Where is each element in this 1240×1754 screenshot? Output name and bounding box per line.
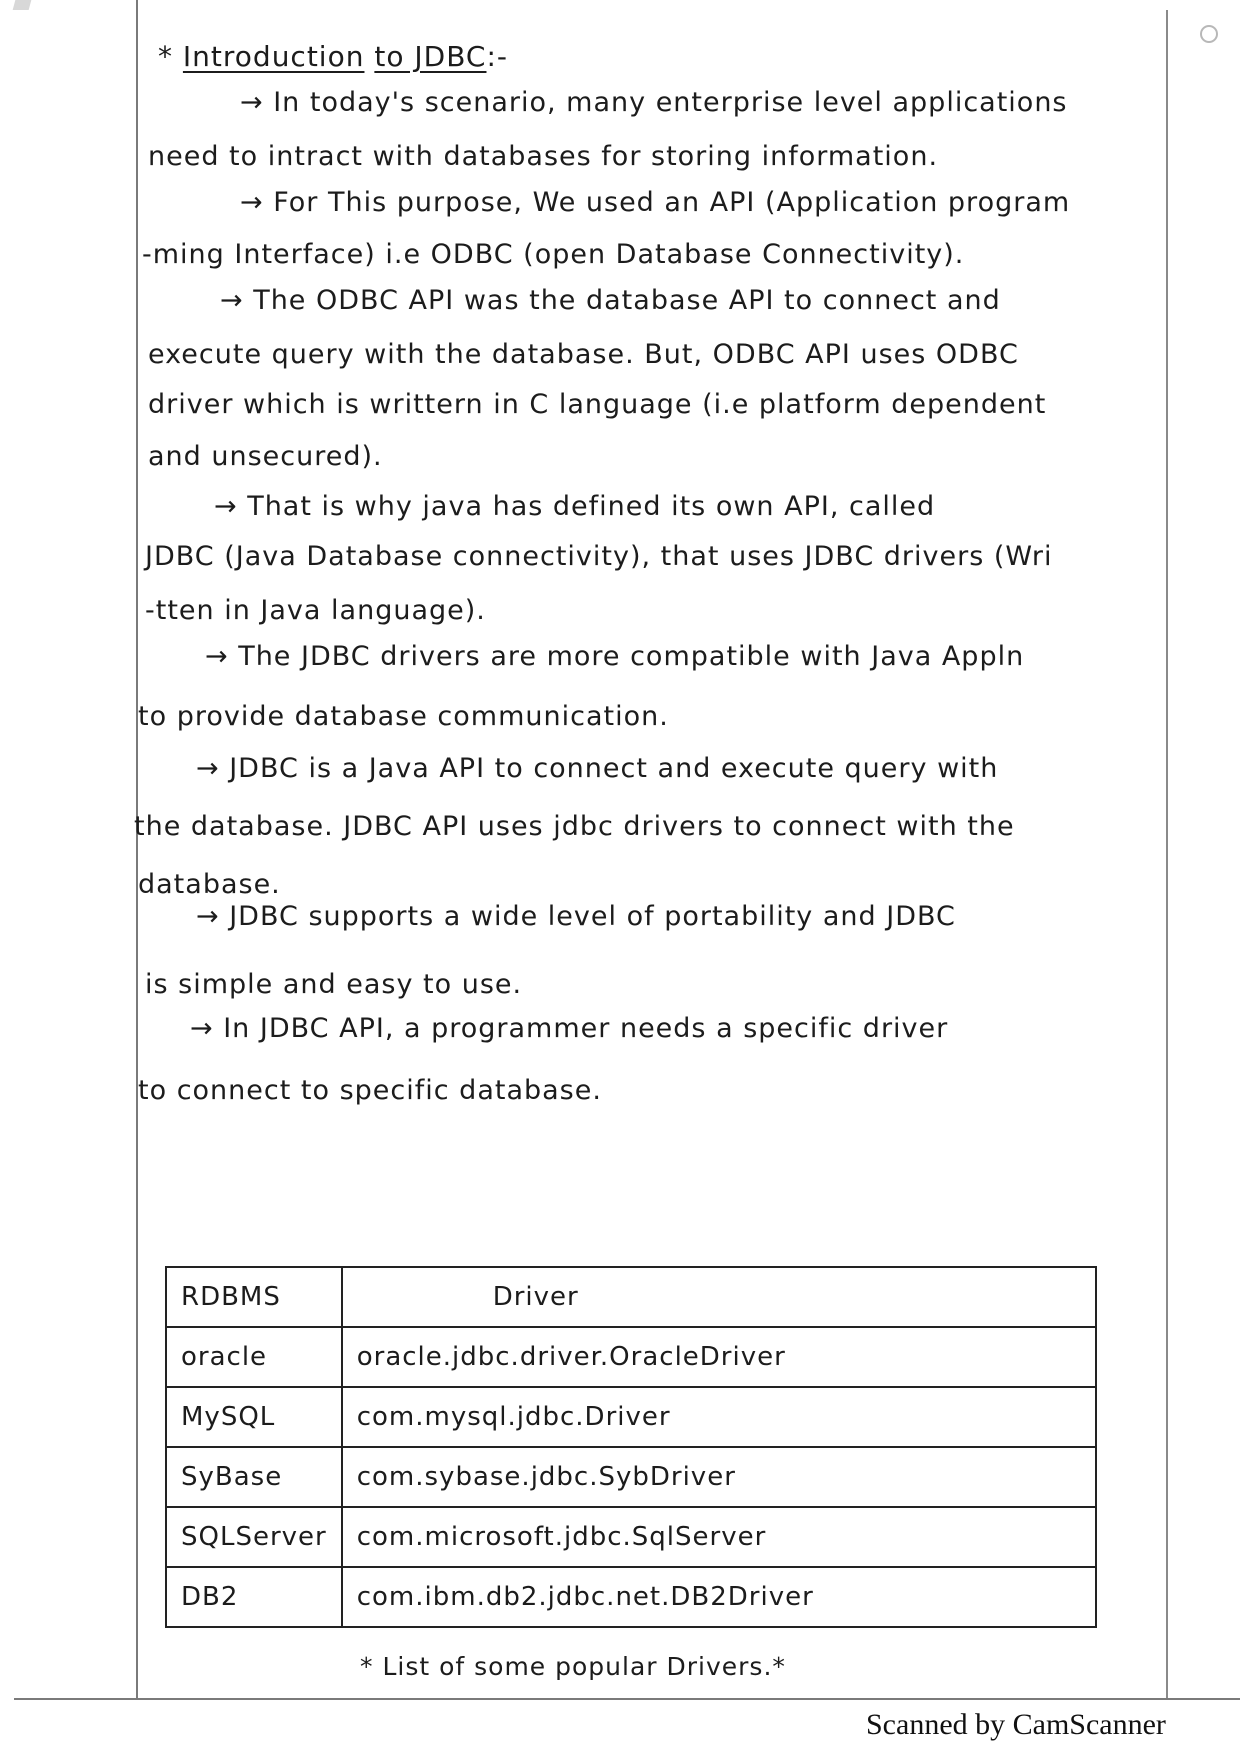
left-margin-line (136, 0, 138, 1700)
rdbms-cell: oracle (166, 1327, 342, 1387)
driver-cell: com.microsoft.jdbc.SqlServer (342, 1507, 1096, 1567)
driver-cell: com.sybase.jdbc.SybDriver (342, 1447, 1096, 1507)
text-line: and unsecured). (148, 441, 383, 472)
table-caption: * List of some popular Drivers.* (360, 1652, 786, 1681)
text-line: execute query with the database. But, ODBC API uses ODBC (148, 339, 1019, 370)
text-line: → In today's scenario, many enterprise level applications (240, 87, 1068, 118)
table-row (166, 1387, 1096, 1447)
text-line: → That is why java has defined its own API, called (214, 491, 936, 522)
text-line: driver which is writtern in C language (i.e platform dependent (148, 389, 1047, 420)
text-line: → JDBC is a Java API to connect and execute query with (196, 753, 999, 784)
drivers-table (165, 1266, 1097, 1628)
title-suffix: :- (486, 40, 509, 73)
text-line: to connect to specific database. (138, 1075, 602, 1106)
title-word-jdbc: to JDBC (374, 40, 487, 73)
text-line: is simple and easy to use. (145, 969, 523, 1000)
table-row (166, 1507, 1096, 1567)
text-line: → For This purpose, We used an API (Application program (240, 187, 1071, 218)
text-line: to provide database communication. (138, 701, 669, 732)
right-margin-line (1166, 10, 1168, 1700)
binder-hole-icon (1200, 25, 1218, 43)
column-header-rdbms: RDBMS (166, 1267, 342, 1327)
page-corner-mark (13, 0, 32, 10)
driver-cell: com.mysql.jdbc.Driver (342, 1387, 1096, 1447)
text-line: the database. JDBC API uses jdbc drivers to connect with the (134, 811, 1015, 842)
text-line: -ming Interface) i.e ODBC (open Database Connectivity). (142, 239, 965, 270)
table-row (166, 1447, 1096, 1507)
rdbms-cell: MySQL (166, 1387, 342, 1447)
table-header-row (166, 1267, 1096, 1327)
text-line: -tten in Java language). (145, 595, 486, 626)
text-line: database. (138, 869, 281, 900)
text-line: → In JDBC API, a programmer needs a specific driver (190, 1013, 949, 1044)
scanner-watermark: Scanned by CamScanner (866, 1708, 1166, 1741)
text-line: JDBC (Java Database connectivity), that uses JDBC drivers (Wri (145, 541, 1053, 572)
column-header-driver: Driver (342, 1267, 1096, 1327)
text-line: → The ODBC API was the database API to connect and (220, 285, 1001, 316)
rdbms-cell: SQLServer (166, 1507, 342, 1567)
driver-cell: oracle.jdbc.driver.OracleDriver (342, 1327, 1096, 1387)
driver-cell: com.ibm.db2.jdbc.net.DB2Driver (342, 1567, 1096, 1627)
bottom-margin-line (14, 1698, 1240, 1700)
text-line: → The JDBC drivers are more compatible with Java Appln (205, 641, 1025, 672)
text-line: need to intract with databases for storing information. (148, 141, 939, 172)
table-row (166, 1567, 1096, 1627)
title-star: * (158, 40, 173, 73)
text-line: → JDBC supports a wide level of portability and JDBC (196, 901, 956, 932)
rdbms-cell: DB2 (166, 1567, 342, 1627)
rdbms-cell: SyBase (166, 1447, 342, 1507)
title-word-introduction: Introduction (182, 40, 365, 73)
page-title (158, 40, 508, 74)
table-row (166, 1327, 1096, 1387)
